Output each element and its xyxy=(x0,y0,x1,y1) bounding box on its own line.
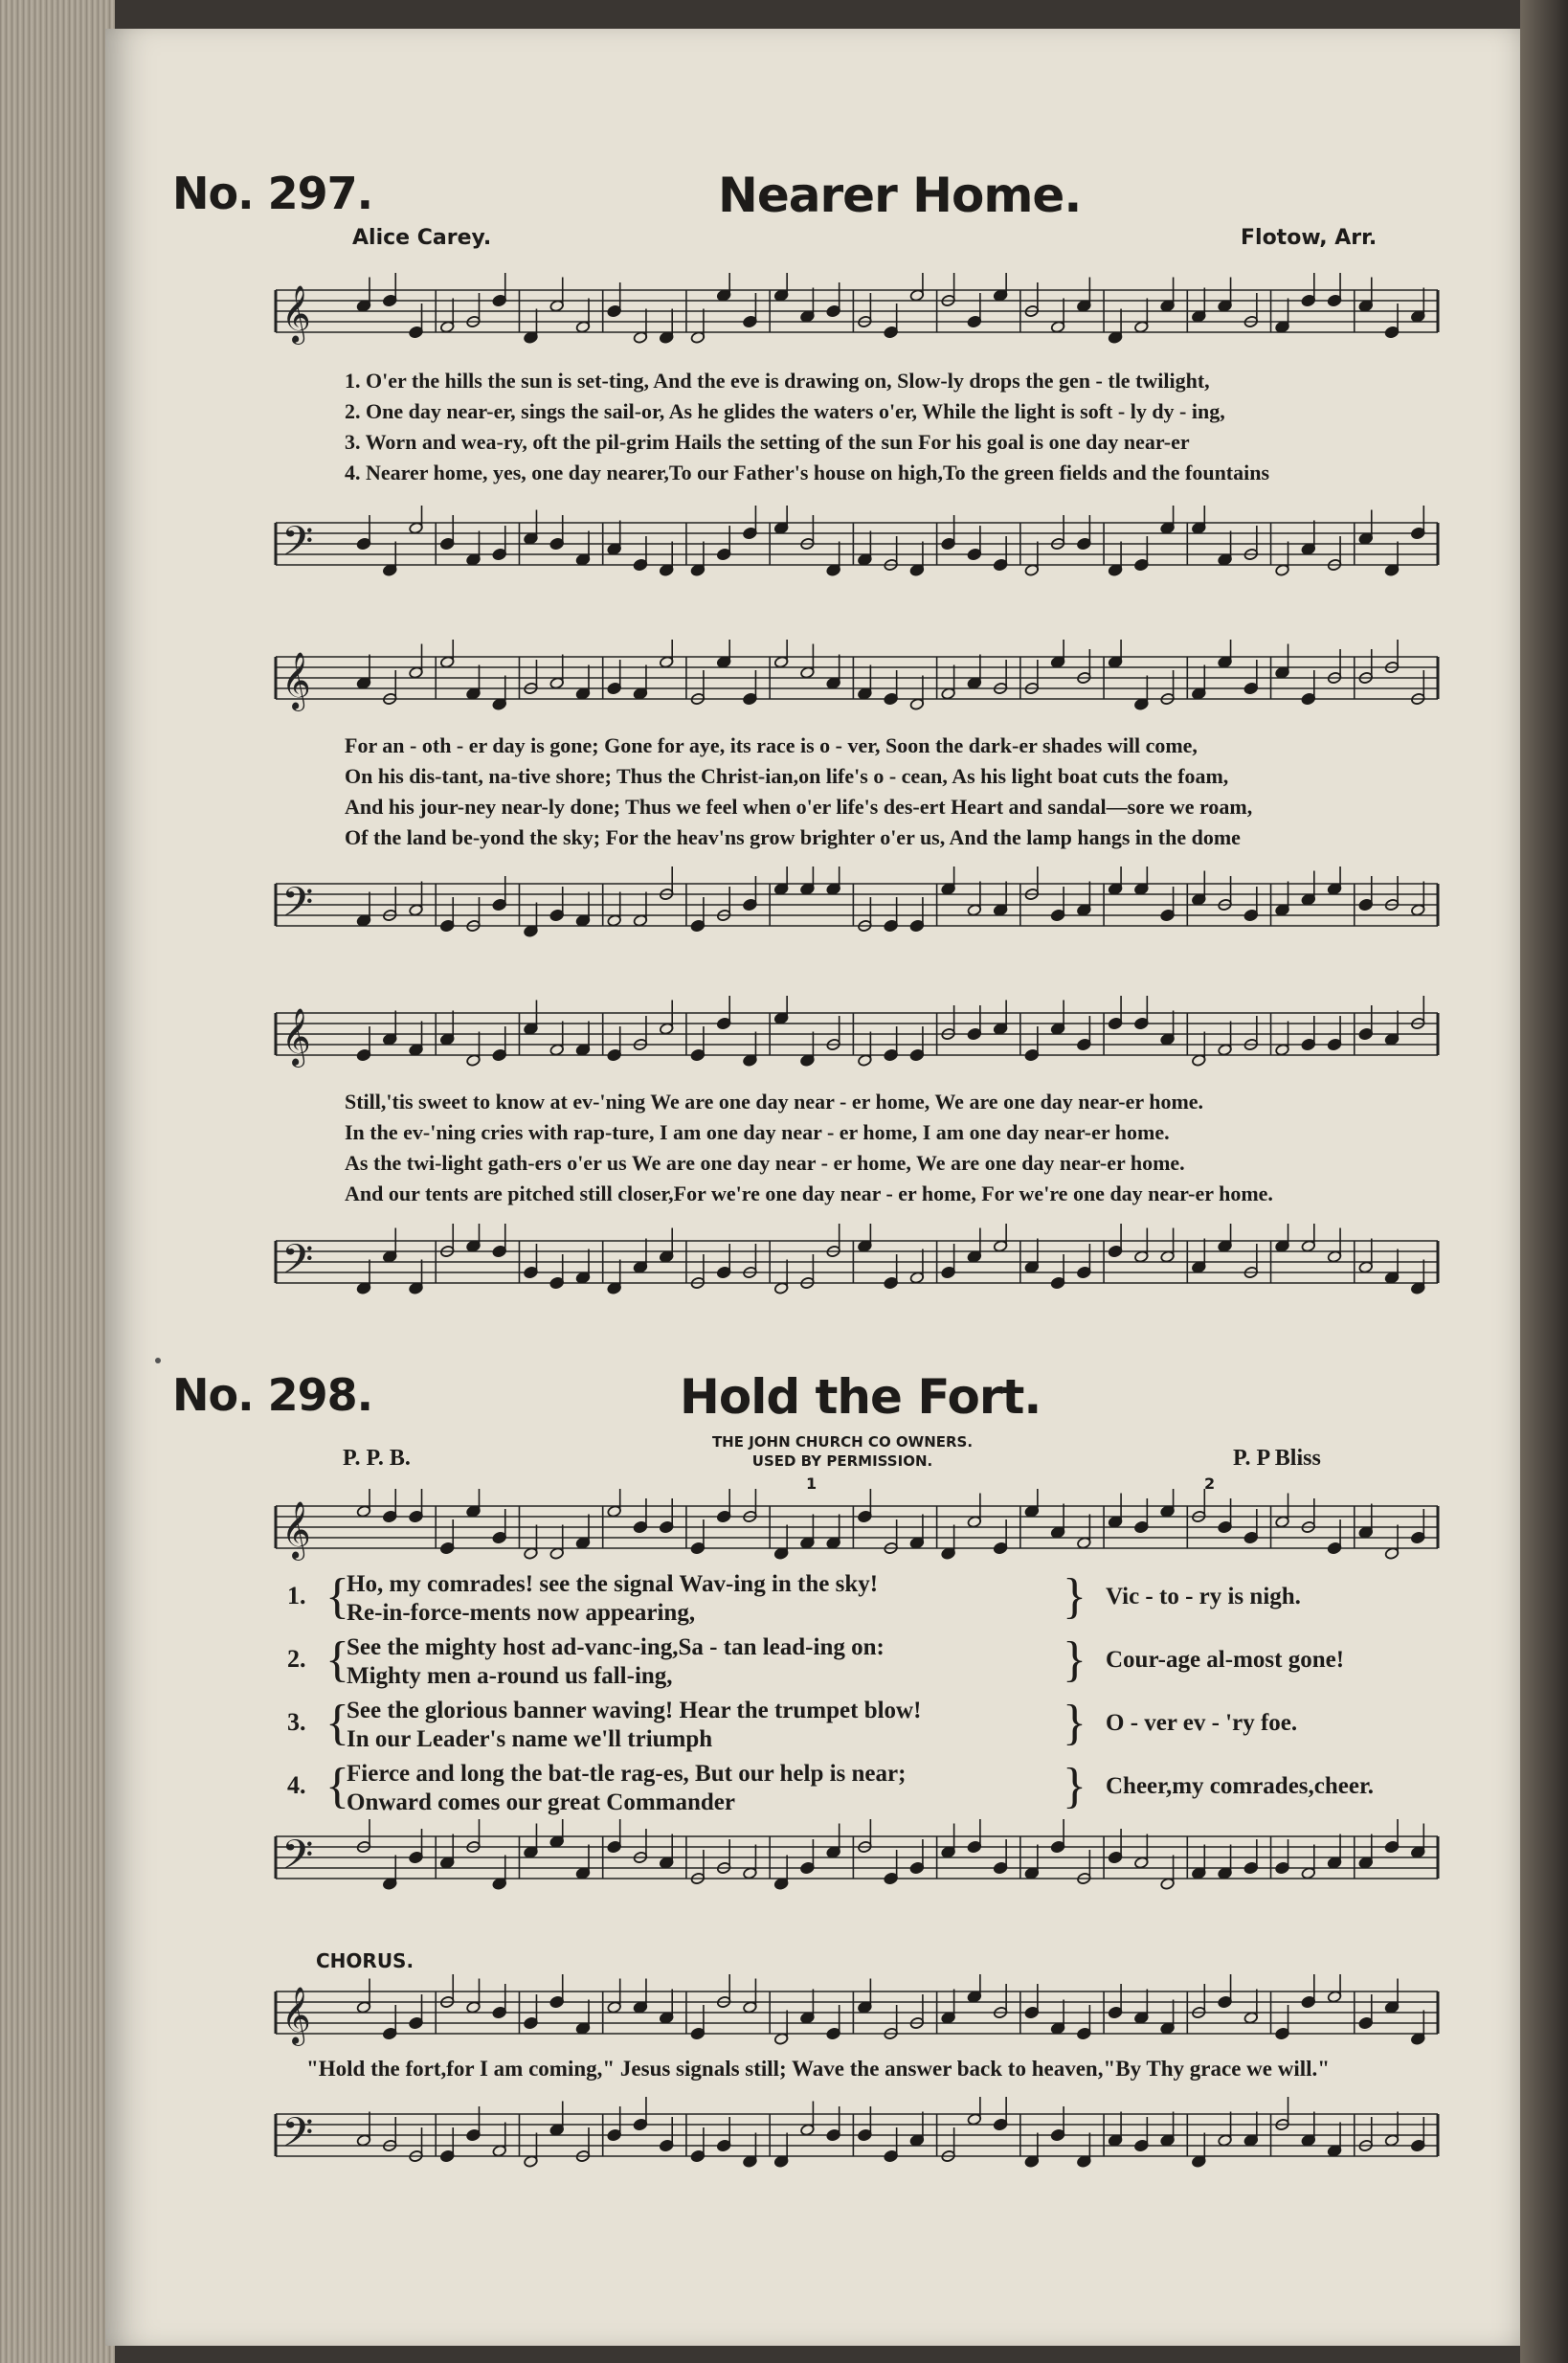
verse-number: 1. xyxy=(287,1582,306,1609)
verse-refrain: Cheer,my comrades,cheer. xyxy=(1106,1773,1375,1799)
verse-line: On his dis-tant, na-tive shore; Thus the Christ-ian,on life's o - cean, As his light boat cuts the foam, xyxy=(345,764,1229,788)
verse-line: In our Leader's name we'll triumph xyxy=(347,1726,713,1752)
verse-line: Onward comes our great Commander xyxy=(347,1789,735,1815)
treble-clef-icon: 𝄞 xyxy=(281,1987,311,2044)
first-ending-number: 1 xyxy=(806,1474,818,1493)
verse-line: In the ev-'ning cries with rap-ture, I am one day near - er home, I am one day near-er home. xyxy=(345,1120,1170,1144)
verse-line: 2. One day near-er, sings the sail-or, As he glides the waters o'er, While the light is soft - ly dy - ing, xyxy=(345,399,1225,423)
bass-staff-3 xyxy=(268,1224,1445,1310)
verse-block-1 xyxy=(345,366,1445,488)
verse-refrain: O - ver ev - 'ry foe. xyxy=(1106,1710,1298,1736)
verse-block-2 xyxy=(345,731,1445,853)
verse-298-4 xyxy=(287,1758,1436,1821)
hymn-composer: P. P Bliss xyxy=(1233,1446,1321,1471)
verse-refrain: Vic - to - ry is nigh. xyxy=(1106,1584,1301,1609)
verse-298-3 xyxy=(287,1695,1436,1758)
hymn-author: P. P. B. xyxy=(343,1446,411,1471)
verse-line: Still,'tis sweet to know at ev-'ning We are one day near - er home, We are one day near-er home. xyxy=(345,1090,1204,1114)
bass-staff-2 xyxy=(268,866,1445,953)
verse-line: 4. Nearer home, yes, one day nearer,To our Father's house on high,To the green fields and the fountains xyxy=(345,461,1270,484)
verse-line: For an - oth - er day is gone; Gone for aye, its race is o - ver, Soon the dark-er shades will come, xyxy=(345,733,1198,757)
treble-clef-icon: 𝄞 xyxy=(281,1501,311,1559)
owner-line: THE JOHN CHURCH CO OWNERS. xyxy=(711,1433,974,1451)
copyright-notice xyxy=(651,1432,1034,1471)
verse-line: See the glorious banner waving! Hear the trumpet blow! xyxy=(347,1698,922,1723)
chorus-lyrics: "Hold the fort,for I am coming," Jesus signals still; Wave the answer back to heaven,"By Thy grace we will." xyxy=(306,2057,1331,2081)
hymn-298-header xyxy=(172,1369,1417,1436)
right-brace: } xyxy=(1063,1696,1086,1750)
verse-line: And our tents are pitched still closer,For we're one day near - er home, For we're one day near-er home. xyxy=(345,1182,1273,1205)
treble-clef-icon: 𝄞 xyxy=(281,652,311,709)
treble-staff-3 xyxy=(268,996,1445,1082)
bass-clef-icon: 𝄢 xyxy=(281,2109,314,2167)
right-brace: } xyxy=(1063,1632,1086,1687)
bass-clef-icon: 𝄢 xyxy=(281,518,314,575)
treble-clef-icon: 𝄞 xyxy=(281,1008,311,1066)
verse-298-2 xyxy=(287,1632,1436,1695)
treble-staff-4 xyxy=(268,1489,1445,1575)
book-page-edges xyxy=(0,0,115,2363)
verse-line: Mighty men a-round us fall-ing, xyxy=(347,1663,673,1689)
right-brace: } xyxy=(1063,1569,1086,1624)
verse-line: 1. O'er the hills the sun is set-ting, And the eve is drawing on, Slow-ly drops the gen - tle twilight, xyxy=(345,369,1210,393)
treble-clef-icon: 𝄞 xyxy=(281,285,311,343)
verse-298-1 xyxy=(287,1568,1436,1632)
bass-clef-icon: 𝄢 xyxy=(281,879,314,936)
verse-line: Ho, my comrades! see the signal Wav-ing in the sky! xyxy=(347,1571,879,1597)
bass-staff-4 xyxy=(268,1819,1445,1905)
page-speck xyxy=(155,1358,161,1363)
verse-line: Fierce and long the bat-tle rag-es, But our help is near; xyxy=(347,1761,907,1787)
verse-line: See the mighty host ad-vanc-ing,Sa - tan lead-ing on: xyxy=(347,1634,885,1660)
left-brace: { xyxy=(325,1696,349,1750)
verse-number: 3. xyxy=(287,1708,306,1736)
hymn-number: No. 298. xyxy=(172,1369,373,1421)
verse-number: 2. xyxy=(287,1645,306,1673)
verse-line: Re-in-force-ments now appearing, xyxy=(347,1600,696,1626)
left-brace: { xyxy=(325,1569,349,1624)
hymn-composer: Flotow, Arr. xyxy=(1241,226,1378,250)
right-brace: } xyxy=(1063,1759,1086,1813)
left-brace: { xyxy=(325,1632,349,1687)
treble-staff-5 xyxy=(268,1974,1445,2051)
verses-298 xyxy=(287,1568,1436,1821)
chorus-label: CHORUS. xyxy=(316,1949,414,1972)
verse-line: Of the land be-yond the sky; For the heav'ns grow brighter o'er us, And the lamp hangs in the dome xyxy=(345,825,1241,849)
verse-refrain: Cour-age al-most gone! xyxy=(1106,1647,1345,1673)
verse-number: 4. xyxy=(287,1771,306,1799)
hymn-title: Hold the Fort. xyxy=(680,1369,1042,1425)
left-brace: { xyxy=(325,1759,349,1813)
verse-line: 3. Worn and wea-ry, oft the pil-grim Hails the setting of the sun For his goal is one day near-er xyxy=(345,430,1190,454)
hymn-297-header xyxy=(172,168,1417,235)
verse-line: As the twi-light gath-ers o'er us We are one day near - er home, We are one day near-er home. xyxy=(345,1151,1185,1175)
bass-clef-icon: 𝄢 xyxy=(281,1236,314,1294)
bass-clef-icon: 𝄢 xyxy=(281,1832,314,1889)
second-ending-number: 2 xyxy=(1204,1474,1216,1493)
treble-staff-1 xyxy=(268,273,1445,359)
bass-staff-1 xyxy=(268,506,1445,592)
book-spine-shadow xyxy=(1520,0,1568,2363)
hymn-title: Nearer Home. xyxy=(718,168,1082,223)
verse-block-3 xyxy=(345,1087,1445,1209)
hymn-number: No. 297. xyxy=(172,168,373,219)
treble-staff-2 xyxy=(268,640,1445,726)
permission-line: USED BY PERMISSION. xyxy=(751,1452,933,1470)
bass-staff-5 xyxy=(268,2097,1445,2173)
verse-line: And his jour-ney near-ly done; Thus we feel when o'er life's des-ert Heart and sandal—sore we roam, xyxy=(345,795,1253,819)
hymn-author: Alice Carey. xyxy=(352,226,492,250)
